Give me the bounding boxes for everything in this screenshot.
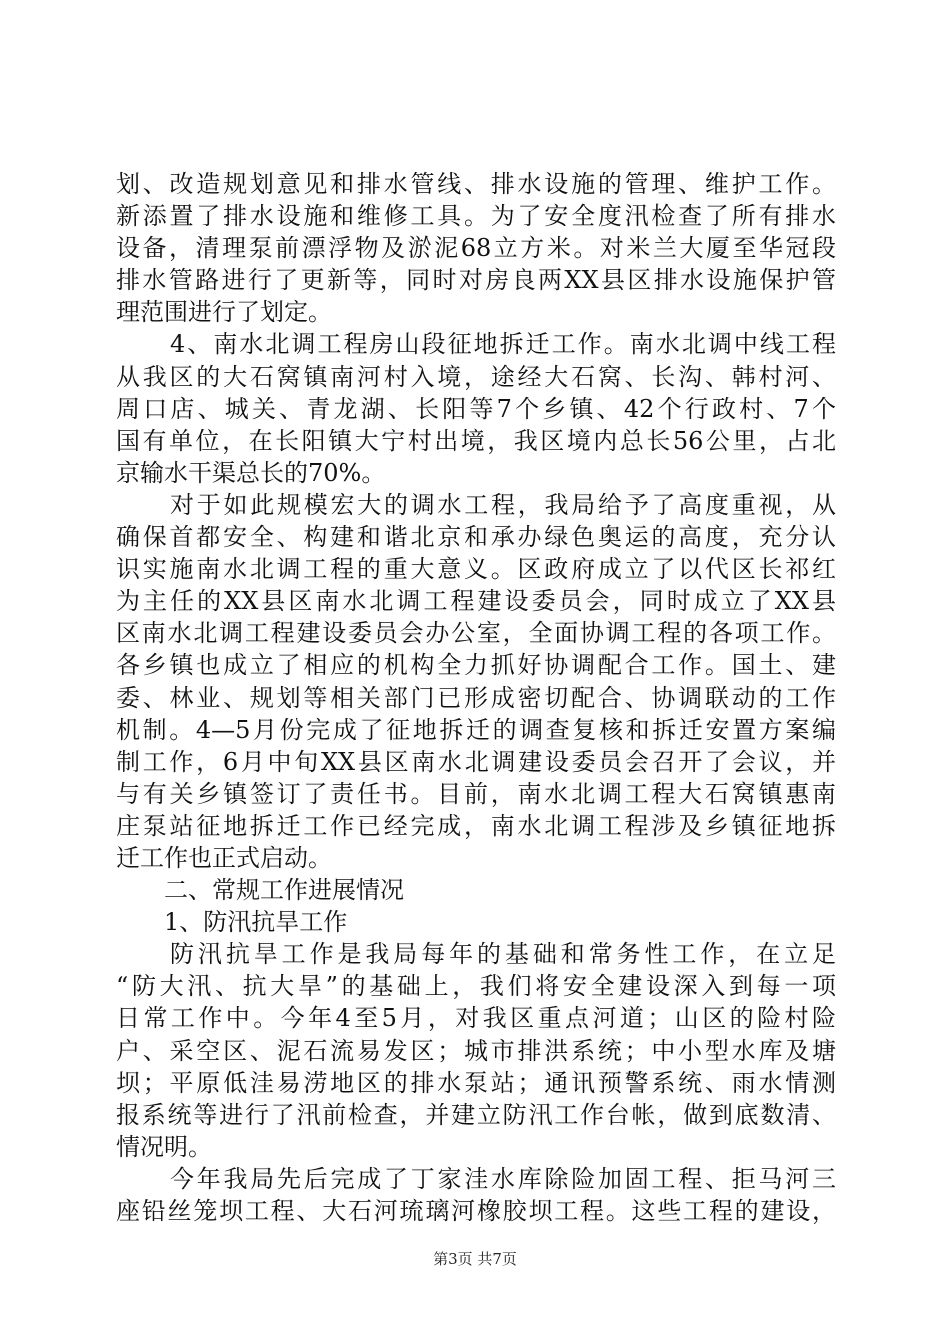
text-line: 今年我局先后完成了丁家洼水库除险加固工程、拒马河三: [170, 1164, 836, 1193]
text-line: 对于如此规模宏大的调水工程，我局给予了高度重视，从: [170, 490, 836, 519]
text-line: 国有单位，在长阳镇大宁村出境，我区境内总长56公里，占北: [116, 426, 836, 455]
page-footer: 第3页 共7页: [433, 1250, 517, 1268]
text-line: 理范围进行了划定。: [116, 298, 332, 327]
text-line: 划、改造规划意见和排水管线、排水设施的管理、维护工作。: [116, 170, 836, 198]
text-line: 从我区的大石窝镇南河村入境，途经大石窝、长沟、韩村河、: [116, 362, 836, 391]
document-body: [116, 168, 836, 1227]
text-line: 报系统等进行了汛前检查，并建立防汛工作台帐，做到底数清、: [116, 1100, 836, 1129]
text-line: 委、林业、规划等相关部门已形成密切配合、协调联动的工作: [116, 683, 836, 712]
text-line: 情况明。: [116, 1132, 212, 1161]
text-line: 新添置了排水设施和维修工具。为了安全度汛检查了所有排水: [116, 202, 836, 231]
text-line: 座铅丝笼坝工程、大石河琉璃河橡胶坝工程。这些工程的建设，: [116, 1197, 836, 1225]
text-line: 日常工作中。今年4至5月，对我区重点河道；山区的险村险: [116, 1004, 836, 1033]
section-heading: 二、常规工作进展情况: [164, 876, 404, 905]
text-line: 制工作，6月中旬XX县区南水北调建设委员会召开了会议，并: [116, 747, 836, 776]
text-line: 机制。4—5月份完成了征地拆迁的调查复核和拆迁安置方案编: [116, 715, 836, 744]
text-line: 识实施南水北调工程的重大意义。区政府成立了以代区长祁红: [116, 555, 836, 584]
text-line: 排水管路进行了更新等，同时对房良两XX县区排水设施保护管: [116, 266, 836, 295]
subsection-heading: 1、防汛抗旱工作: [164, 908, 348, 937]
text-line: 坝；平原低洼易涝地区的排水泵站；通讯预警系统、雨水情测: [116, 1068, 836, 1097]
text-line: 户、采空区、泥石流易发区；城市排洪系统；中小型水库及塘: [116, 1036, 836, 1065]
text-line: 确保首都安全、构建和谐北京和承办绿色奥运的高度，充分认: [116, 523, 836, 552]
text-line: 设备，清理泵前漂浮物及淤泥68立方米。对米兰大厦至华冠段: [116, 234, 836, 263]
text-line: 为主任的XX县区南水北调工程建设委员会，同时成立了XX县: [116, 587, 836, 616]
text-line: 与有关乡镇签订了责任书。目前，南水北调工程大石窝镇惠南: [116, 779, 836, 808]
text-line: 各乡镇也成立了相应的机构全力抓好协调配合工作。国土、建: [116, 651, 836, 680]
text-line: 周口店、城关、青龙湖、长阳等7个乡镇、42个行政村、7个: [116, 394, 836, 423]
text-line: “防大汛、抗大旱”的基础上，我们将安全建设深入到每一项: [116, 972, 836, 1001]
text-line: 防汛抗旱工作是我局每年的基础和常务性工作，在立足: [170, 940, 836, 969]
text-line: 庄泵站征地拆迁工作已经完成，南水北调工程涉及乡镇征地拆: [116, 811, 836, 840]
text-line: 4、南水北调工程房山段征地拆迁工作。南水北调中线工程: [170, 330, 836, 359]
text-line: 迁工作也正式启动。: [116, 843, 332, 872]
text-line: 京输水干渠总长的70%。: [116, 458, 386, 487]
text-line: 区南水北调工程建设委员会办公室，全面协调工程的各项工作。: [116, 619, 836, 648]
